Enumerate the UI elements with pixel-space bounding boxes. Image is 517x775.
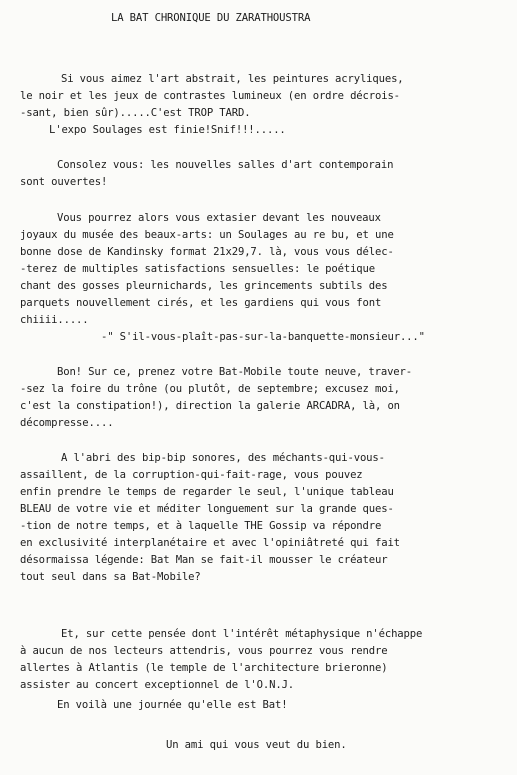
paragraph-5-line-5: -tion de notre temps, et à laquelle THE Gossip va répondre	[20, 520, 382, 532]
paragraph-5-line-8: tout seul dans sa Bat-Mobile?	[20, 571, 201, 583]
paragraph-6-line-5: En voilà une journée qu'elle est Bat!	[57, 699, 288, 711]
paragraph-4-line-4: décompresse....	[20, 417, 114, 429]
paragraph-6-line-3: allertes à Atlantis (le temple de l'architecture brieronne)	[20, 662, 388, 674]
document-title: LA BAT CHRONIQUE DU ZARATHOUSTRA	[111, 12, 311, 24]
paragraph-5-line-6: en exclusivité interplanétaire et avec l'opiniâtreté qui fait	[20, 537, 400, 549]
paragraph-4-line-3: c'est la constipation!), direction la galerie ARCADRA, là, on	[20, 400, 400, 412]
paragraph-5-line-2: assaillent, de la corruption-qui-fait-rage, vous pouvez	[20, 469, 363, 481]
paragraph-6-line-2: à aucun de nos lecteurs attendris, vous pourrez vous rendre	[20, 645, 388, 657]
paragraph-3-line-2: joyaux du musée des beaux-arts: un Soulages au re bu, et une	[20, 229, 394, 241]
paragraph-1-line-1: Si vous aimez l'art abstrait, les peintures acryliques,	[61, 73, 404, 85]
paragraph-6-line-4: assister au concert exceptionnel de l'O.N.J.	[20, 679, 295, 691]
paragraph-6-line-1: Et, sur cette pensée dont l'intérêt métaphysique n'échappe	[61, 628, 423, 640]
paragraph-3-line-1: Vous pourrez alors vous extasier devant les nouveaux	[57, 212, 381, 224]
paragraph-5-line-1: A l'abri des bip-bip sonores, des méchants-qui-vous-	[61, 452, 385, 464]
paragraph-3-line-3: bonne dose de Kandinsky format 21x29,7. là, vous vous délec-	[20, 246, 394, 258]
paragraph-5-line-4: BLEAU de votre vie et méditer longuement sur la grande ques-	[20, 503, 394, 515]
paragraph-1-line-3: -sant, bien sûr).....C'est TROP TARD.	[20, 107, 251, 119]
paragraph-4-line-2: -sez la foire du trône (ou plutôt, de septembre; excusez moi,	[20, 383, 400, 395]
paragraph-3-line-5: chant des gosses pleurnichards, les grincements subtils des	[20, 280, 388, 292]
paragraph-2-line-2: sont ouvertes!	[20, 176, 108, 188]
paragraph-5-line-7: désormaissa légende: Bat Man se fait-il mousser le créateur	[20, 554, 388, 566]
paragraph-3-line-4: -terez de multiples satisfactions sensuelles: le poétique	[20, 263, 375, 275]
paragraph-2-line-1: Consolez vous: les nouvelles salles d'art contemporain	[57, 159, 394, 171]
paragraph-4-line-1: Bon! Sur ce, prenez votre Bat-Mobile toute neuve, traver-	[57, 366, 412, 378]
paragraph-5-line-3: enfin prendre le temps de regarder le seul, l'unique tableau	[20, 486, 394, 498]
paragraph-3-line-6: parquets nouvellement cirés, et les gardiens qui vous font	[20, 297, 382, 309]
paragraph-1-line-4: L'expo Soulages est finie!Snif!!!.....	[49, 124, 286, 136]
paragraph-3-line-8: -" S'il-vous-plaît-pas-sur-la-banquette-monsieur..."	[101, 331, 425, 343]
paragraph-1-line-2: le noir et les jeux de contrastes lumineux (en ordre décrois-	[20, 90, 400, 102]
signature: Un ami qui vous veut du bien.	[166, 739, 347, 751]
paragraph-3-line-7: chiiii.....	[20, 314, 89, 326]
